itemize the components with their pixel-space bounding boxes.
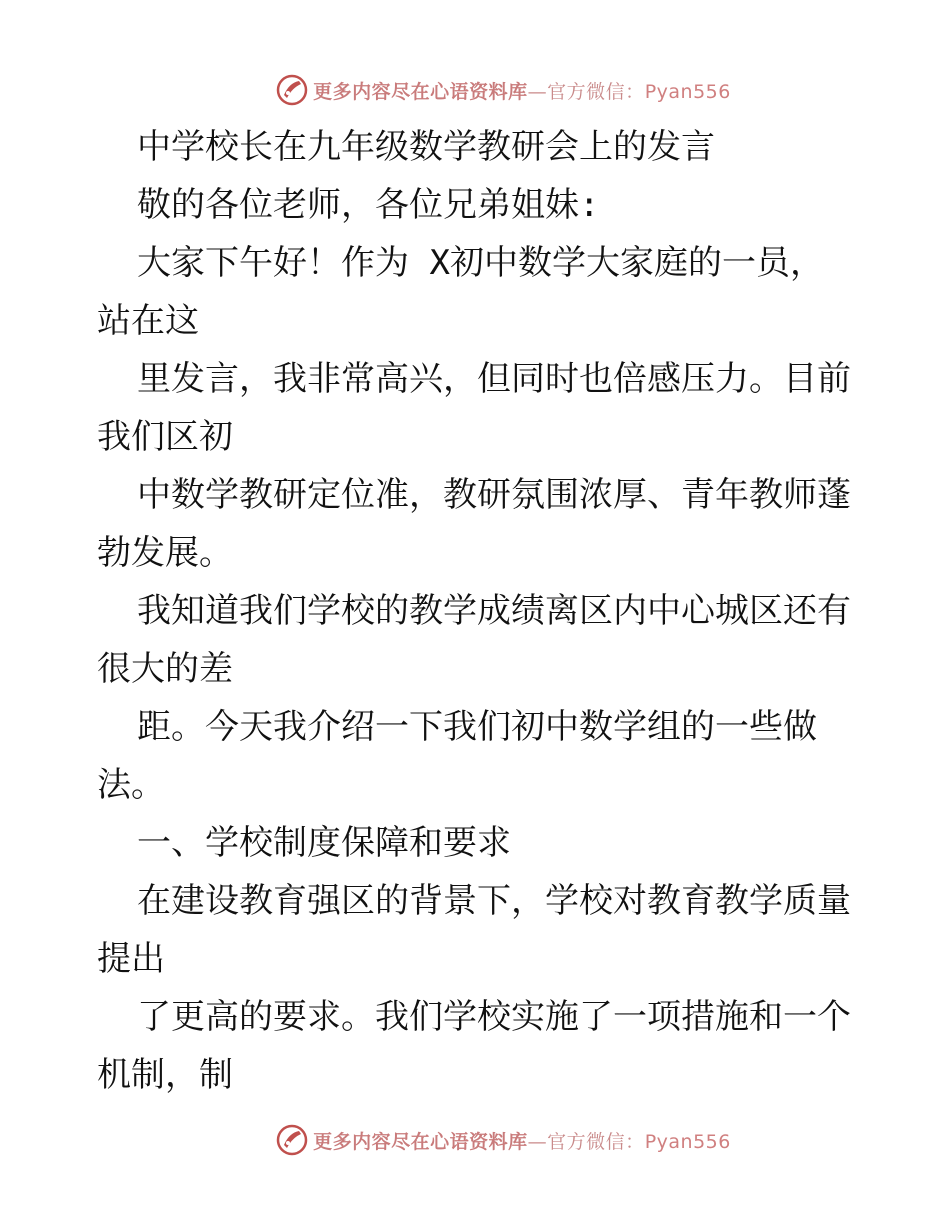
document-line: 很大的差 (97, 649, 233, 689)
pen-seal-icon (275, 1123, 309, 1157)
document-line: 大家下午好！作为 X初中数学大家庭的一员， (137, 243, 824, 283)
document-line: 提出 (97, 939, 165, 979)
document-line: 中学校长在九年级数学教研会上的发言 (137, 127, 715, 167)
document-line: 距。今天我介绍一下我们初中数学组的一些做 (137, 707, 817, 747)
document-line: 我们区初 (97, 417, 233, 457)
watermark-banner-top (0, 70, 950, 110)
document-line: 我知道我们学校的教学成绩离区内中心城区还有 (137, 591, 851, 631)
document-line: 在建设教育强区的背景下，学校对教育教学质量 (137, 881, 851, 921)
document-line: 中数学教研定位准，教研氛围浓厚、青年教师蓬 (137, 475, 851, 515)
pen-seal-icon (275, 73, 309, 107)
watermark-text: 更多内容尽在心语资料库—官方微信：Pyan556 (313, 80, 731, 103)
document-line: 站在这 (97, 301, 199, 341)
document-line: 机制，制 (97, 1055, 233, 1095)
document-line: 里发言，我非常高兴，但同时也倍感压力。目前 (137, 359, 851, 399)
watermark-text: 更多内容尽在心语资料库—官方微信：Pyan556 (313, 1130, 731, 1153)
document-line: 了更高的要求。我们学校实施了一项措施和一个 (137, 997, 851, 1037)
document-line: 一、学校制度保障和要求 (137, 823, 511, 863)
document-body (97, 118, 857, 1104)
watermark-banner-bottom (0, 1120, 950, 1160)
document-line: 勃发展。 (97, 533, 233, 573)
document-line: 法。 (97, 765, 165, 805)
document-line: 敬的各位老师，各位兄弟姐妹: (137, 185, 600, 225)
